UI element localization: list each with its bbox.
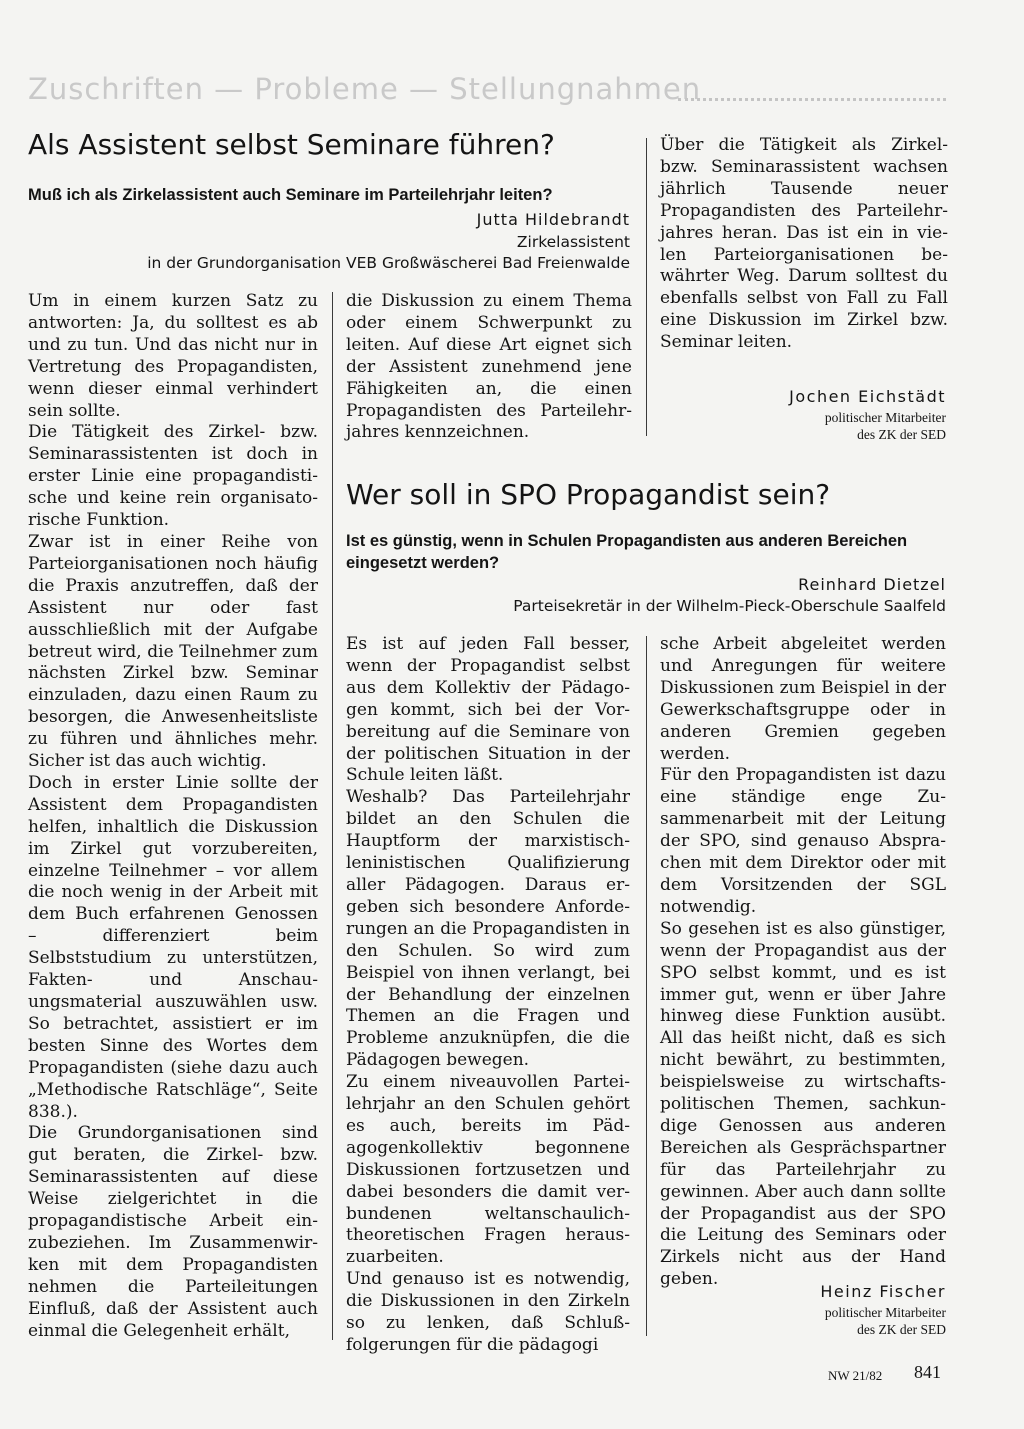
article2-subhead: Ist es günstig, wenn in Schulen Propagandisten aus anderen Bereichen eingesetzt werden? bbox=[346, 532, 908, 572]
article1-col1-paragraph: Um in einem kurzen Satz zu antworten: Ja, du solltest es ab und zu tun. Und das nicht nur in Vertretung des Propagandisten, wenn dieser einmal verhindert sein sollte. bbox=[28, 291, 318, 421]
article2-author: Reinhard Dietzel bbox=[798, 575, 946, 594]
article2-column-2 bbox=[660, 634, 946, 1291]
article1-author: Jutta Hildebrandt bbox=[476, 210, 630, 229]
article1-author-role-1: Zirkelassistent bbox=[516, 233, 630, 251]
footer-issue: NW 21/82 bbox=[828, 1368, 883, 1383]
column-divider-right-bottom bbox=[646, 636, 647, 1336]
article1-column-3 bbox=[660, 135, 948, 354]
article1-signature-role-2: des ZK der SED bbox=[857, 427, 946, 442]
article1-col3-paragraph: Über die Tätigkeit als Zirkel- bzw. Seminarassistent wachsen jährlich Tausende neuer Propagandisten des Parteilehrjahres heran. Das ist ein in vielen Parteiorganisationen bewährter Weg. Darum solltest du ebenfalls selbst von Fall zu Fall eine Diskussion im Zirkel bzw. Seminar leiten. bbox=[660, 135, 948, 353]
article1-column-2 bbox=[346, 291, 632, 444]
article2-col1-paragraph: Weshalb? Das Parteilehrjahr bildet an den Schulen die Hauptform der marxistisch-leninistischen Qualifizierung aller Pädagogen. Daraus ergeben sich besondere Anforderungen an die Propagandisten in den Schulen. So wird zum Beispiel von ihnen verlangt, bei der Behandlung der einzelnen Themen an die Fragen und Probleme anzuknüpfen, die die Pädagogen bewegen. bbox=[346, 787, 630, 1071]
article1-col1-paragraph: Zwar ist in einer Reihe von Parteiorganisationen noch häufig die Praxis anzutreffen, daß der Assistent nur oder fast ausschließlich mit der Aufgabe betreut wird, die Teilnehmer zum nächsten Zirkel bzw. Seminar einzuladen, dazu einen Raum zu besorgen, die Anwesenheitsliste zu führen und ähnliches mehr. Sicher ist das auch wichtig. bbox=[28, 531, 318, 772]
article1-col2-paragraph: die Diskussion zu einem Thema oder einem Schwerpunkt zu leiten. Auf diese Art eignet sich der Assistent zunehmend jene Fähigkeiten an, die einen Propagandisten des Parteilehrjahres kennzeichnen. bbox=[346, 291, 632, 443]
article1-signature-name: Jochen Eichstädt bbox=[789, 387, 946, 406]
article2-col2-paragraph: Für den Propagandisten ist dazu eine ständige enge Zusammenarbeit mit der Leitung der SPO, sind genauso Absprachen mit dem Direktor oder mit dem Vorsitzenden der SGL notwendig. bbox=[660, 765, 946, 917]
article1-subhead: Muß ich als Zirkelassistent auch Seminare im Parteilehrjahr leiten? bbox=[28, 186, 553, 204]
article1-column-1 bbox=[28, 291, 318, 1343]
article2-signature-role-2: des ZK der SED bbox=[857, 1322, 946, 1337]
article2-column-1 bbox=[346, 634, 630, 1357]
article2-col1-paragraph: Es ist auf jeden Fall besser, wenn der Propagandist selbst aus dem Kollektiv der Pädagogen kommt, sich bei der Vorbereitung auf die Seminare von der politischen Situation in der Schule leiten läßt. bbox=[346, 634, 630, 786]
article1-col1-paragraph: Doch in erster Linie sollte der Assistent dem Propagandisten helfen, inhaltlich die Diskussion im Zirkel gut vorzubereiten, einzelne Teilnehmer – vor allem die noch wenig in der Arbeit mit dem Buch erfahrenen Genossen – differenziert beim Selbststudium zu unterstützen, Fakten- und Anschauungsmaterial auszuwählen usw. So betrachtet, assistiert er im besten Sinne des Wortes dem Propagandisten (siehe dazu auch „Methodische Ratschläge“, Seite 838.). bbox=[28, 772, 318, 1122]
article2-col2-paragraph: So gesehen ist es also günstiger, wenn der Propagandist aus der SPO selbst kommt, und es ist immer gut, wenn er über Jahre hinweg diese Funktion ausübt. All das heißt nicht, daß es sich nicht bewährt, zu bestimmten, beispielsweise zu wirtschaftspolitischen Themen, sachkundige Genossen aus anderen Bereichen als Gesprächspartner für das Parteilehrjahr zu gewinnen. Aber auch dann sollte der Propagandist aus der SPO die Leitung des Seminars oder Zirkels nicht aus der Hand geben. bbox=[660, 918, 946, 1290]
article2-col1-paragraph: Zu einem niveauvollen Parteilehrjahr an den Schulen gehört es auch, bereits im Pädagogenkollektiv begonnene Diskussionen fortzusetzen und dabei besonders die damit verbundenen weltanschaulich-theoretischen Fragen herauszuarbeiten. bbox=[346, 1072, 630, 1268]
footer-page-number: 841 bbox=[914, 1362, 941, 1382]
article1-col1-paragraph: Die Grundorganisationen sind gut beraten, die Zirkel- bzw. Seminarassistenten auf diese Weise zielgerichtet in die propagandistische Arbeit einzubeziehen. Im Zusammenwirken mit dem Propagandisten nehmen die Parteileitungen Einfluß, daß der Assistent auch einmal die Gelegenheit erhält, bbox=[28, 1123, 318, 1341]
section-header: Zuschriften — Probleme — Stellungnahmen bbox=[28, 72, 702, 106]
article1-col1-paragraph: Die Tätigkeit des Zirkel- bzw. Seminarassistenten ist doch in erster Linie eine propagandistische und keine rein organisatorische Funktion. bbox=[28, 422, 318, 531]
article2-col1-paragraph: Und genauso ist es notwendig, die Diskussionen in den Zirkeln so zu lenken, daß Schlußfolgerungen für die pädagogi bbox=[346, 1269, 630, 1355]
article1-headline: Als Assistent selbst Seminare führen? bbox=[28, 128, 555, 161]
article2-col2-paragraph: sche Arbeit abgeleitet werden und Anregungen für weitere Diskussionen zum Beispiel in der Gewerkschaftsgruppe oder in anderen Gremien gegeben werden. bbox=[660, 634, 946, 764]
article2-headline: Wer soll in SPO Propagandist sein? bbox=[346, 478, 831, 511]
article2-author-role: Parteisekretär in der Wilhelm-Pieck-Oberschule Saalfeld bbox=[513, 597, 946, 615]
article1-signature-role-1: politischer Mitarbeiter bbox=[824, 410, 946, 425]
section-header-rule bbox=[678, 98, 946, 101]
article2-signature-role-1: politischer Mitarbeiter bbox=[824, 1305, 946, 1320]
column-divider-right-top bbox=[646, 138, 647, 436]
article2-signature-name: Heinz Fischer bbox=[820, 1282, 946, 1301]
column-divider-left bbox=[332, 292, 333, 1340]
article1-author-role-2: in der Grundorganisation VEB Großwäscherei Bad Freienwalde bbox=[147, 254, 630, 272]
